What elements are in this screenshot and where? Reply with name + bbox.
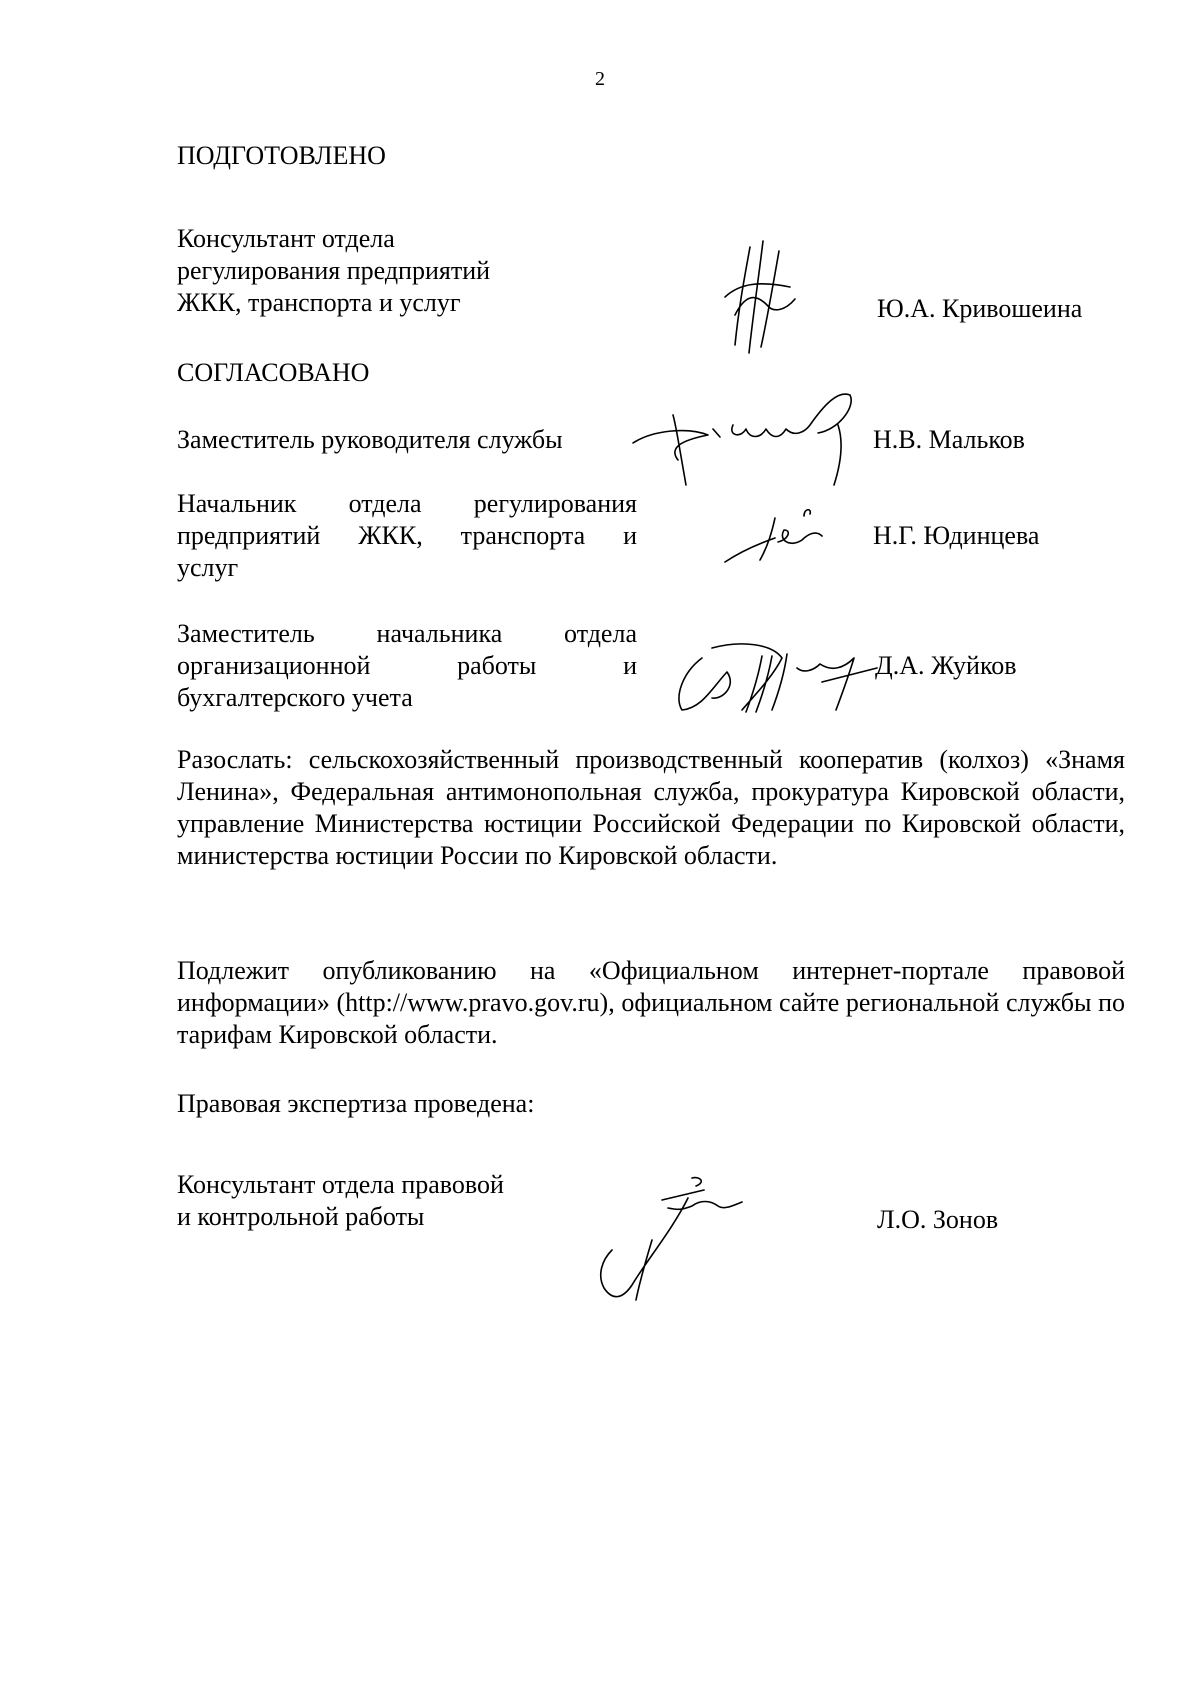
position-line: ЖКК, транспорта и услуг — [177, 288, 461, 317]
signature-yudintseva — [720, 500, 840, 570]
legal-review-heading: Правовая экспертиза проведена: — [177, 1089, 535, 1118]
legal-review-position — [177, 1169, 504, 1233]
signer-position: Заместитель руководителя службы — [177, 425, 563, 454]
agreed-heading: СОГЛАСОВАНО — [177, 358, 370, 387]
position-line: и контрольной работы — [177, 1202, 425, 1231]
prepared-position — [177, 223, 490, 319]
signer-name: Н.Г. Юдинцева — [873, 521, 1040, 550]
distribution-list: Разослать: сельскохозяйственный производственный кооператив (колхоз) «Знамя Ленина», Федеральная антимонопольная служба, прокуратура Кировской области, управление Министерства юстиции Российской Федерации по Кировской области, министерства юстиции России по Кировской области. — [177, 745, 1125, 870]
position-line: Начальник отдела регулирования — [177, 489, 637, 518]
page-number: 2 — [595, 68, 605, 90]
position-line: услуг — [177, 553, 239, 582]
prepared-name: Ю.А. Кривошеина — [877, 294, 1083, 323]
signer-position — [177, 488, 637, 584]
position-line: регулирования предприятий — [177, 256, 491, 285]
publication-note: Подлежит опубликованию на «Официальном интернет-портале правовой информации» (http://www.pravo.gov.ru), официальном сайте региональной службы по тарифам Кировской области. — [177, 956, 1125, 1049]
position-line: организационной работы и — [177, 651, 637, 680]
position-line: Консультант отдела — [177, 224, 395, 253]
signature-zonov — [592, 1170, 762, 1310]
position-line: Заместитель начальника отдела — [177, 619, 637, 648]
position-line: предприятий ЖКК, транспорта и — [177, 521, 637, 550]
signature-krivosheina — [715, 235, 805, 360]
position-line: бухгалтерского учета — [177, 683, 413, 712]
signer-position — [177, 618, 637, 714]
position-line: Консультант отдела правовой — [177, 1170, 504, 1199]
prepared-heading: ПОДГОТОВЛЕНО — [177, 141, 386, 170]
signer-name: Д.А. Жуйков — [875, 651, 1017, 680]
signature-malkov — [628, 385, 883, 495]
signer-name: Н.В. Мальков — [873, 425, 1025, 454]
signature-zhuikov — [672, 638, 882, 718]
legal-review-name: Л.О. Зонов — [877, 1205, 999, 1234]
